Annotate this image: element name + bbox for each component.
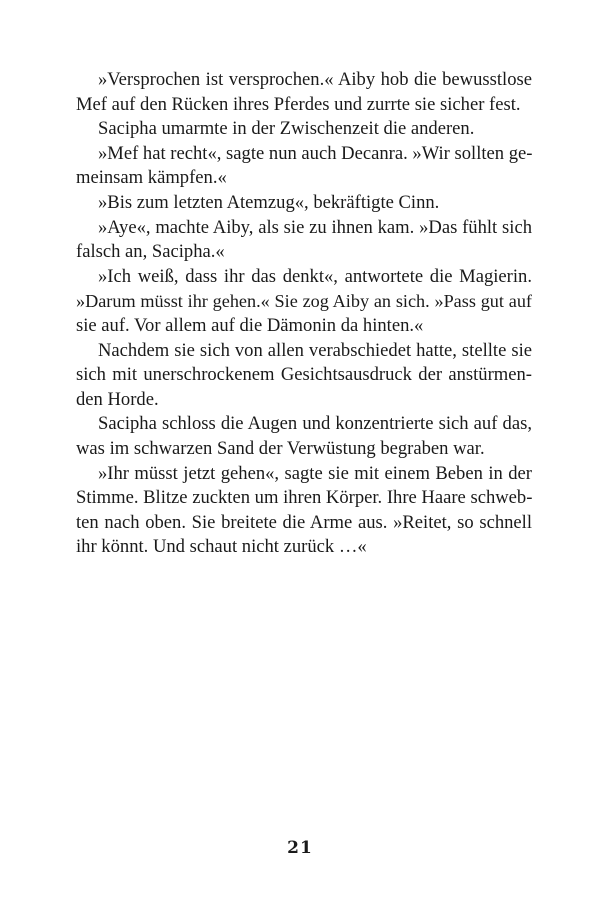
text-line: ihr könnt. Und schaut nicht zurück …« [76, 536, 367, 558]
book-page-text [76, 68, 532, 560]
text-line: Sacipha umarmte in der Zwischenzeit die anderen. [98, 118, 475, 140]
text-line: »Ich weiß, dass ihr das denkt«, antwortete die Magierin. [98, 265, 532, 287]
text-line: »Bis zum letzten Atemzug«, bekräftigte Cinn. [98, 191, 440, 213]
text-line: Sacipha schloss die Augen und konzentrierte sich auf das, [98, 413, 532, 435]
text-line: »Ihr müsst jetzt gehen«, sagte sie mit einem Beben in der [98, 462, 532, 484]
text-line: »Aye«, machte Aiby, als sie zu ihnen kam. »Das fühlt sich [98, 216, 532, 238]
text-line: den Horde. [76, 388, 159, 410]
text-line: falsch an, Sacipha.« [76, 241, 225, 263]
text-line: »Mef hat recht«, sagte nun auch Decanra. »Wir sollten ge- [98, 142, 533, 164]
page-number: 21 [287, 838, 313, 858]
text-line: was im schwarzen Sand der Verwüstung begraben war. [76, 437, 485, 459]
text-line: meinsam kämpfen.« [76, 167, 227, 189]
text-line: Mef auf den Rücken ihres Pferdes und zurrte sie sicher fest. [76, 93, 521, 115]
text-line: sich mit unerschrockenem Gesichtsausdruck der anstürmen- [76, 364, 532, 386]
text-line: Nachdem sie sich von allen verabschiedet hatte, stellte sie [98, 339, 532, 361]
text-line: sie auf. Vor allem auf die Dämonin da hinten.« [76, 314, 424, 336]
text-line: ten nach oben. Sie breitete die Arme aus. »Reitet, so schnell [76, 511, 532, 533]
text-line: »Darum müsst ihr gehen.« Sie zog Aiby an sich. »Pass gut auf [76, 291, 532, 312]
text-line: »Versprochen ist versprochen.« Aiby hob die bewusstlose [98, 69, 532, 90]
text-line: Stimme. Blitze zuckten um ihren Körper. Ihre Haare schweb- [76, 487, 533, 509]
